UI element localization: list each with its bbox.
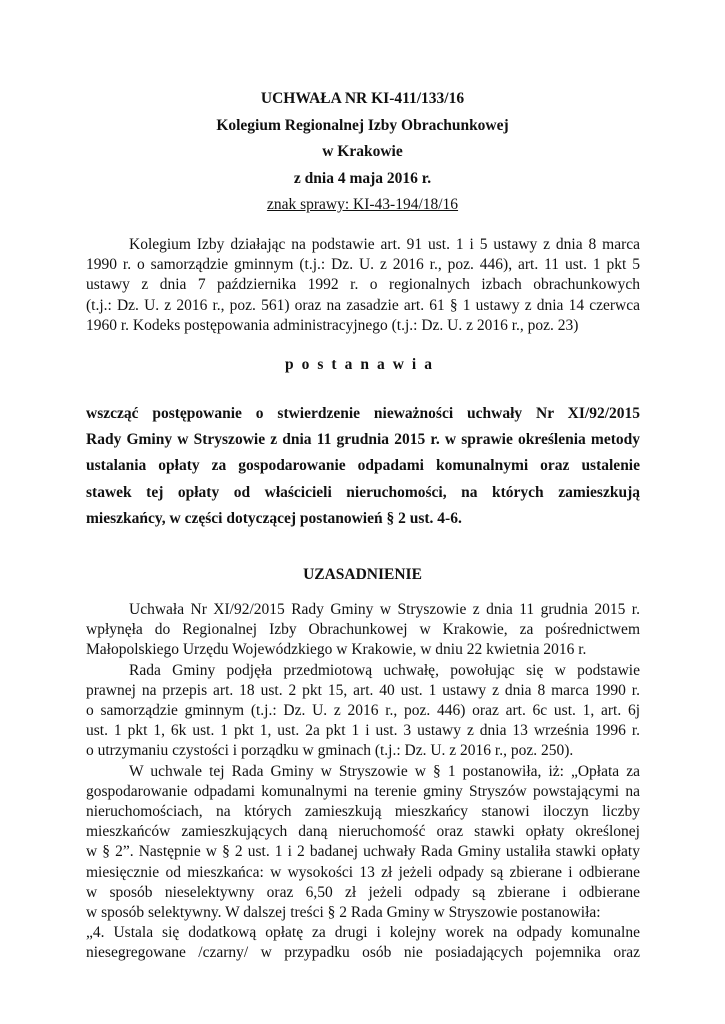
text-line: Małopolskiego Urzędu Wojewódzkiego w Krakowie, w dniu 22 kwietnia 2016 r.	[86, 641, 587, 659]
text-line: o utrzymaniu czystości i porządku w gminach (t.j.: Dz. U. z 2016 r., poz. 250).	[86, 742, 574, 760]
justification-paragraph-1	[86, 600, 640, 661]
text-line: W uchwale tej Rada Gminy w Stryszowie w § 1 postanowiła, iż: „Opłata za	[129, 762, 640, 780]
decision-line: mieszkańcy, w części dotyczącej postanowień § 2 ust. 4-6.	[86, 509, 462, 527]
text-line: mieszkańców zamieszkujących daną nieruchomość oraz stawki opłaty określonej	[86, 823, 640, 841]
text-line: wpłynęła do Regionalnej Izby Obrachunkowej w Krakowie, za pośrednictwem	[86, 621, 640, 639]
text-line: prawnej na przepis art. 18 ust. 2 pkt 15, art. 40 ust. 1 ustawy z dnia 8 marca 1990 r.	[86, 681, 640, 699]
decision-line: Rady Gminy w Stryszowie z dnia 11 grudnia 2015 r. w sprawie określenia metody	[86, 431, 640, 449]
text-line: Uchwała Nr XI/92/2015 Rady Gminy w Stryszowie z dnia 11 grudnia 2015 r.	[129, 601, 640, 618]
case-reference: znak sprawy: KI-43-194/18/16	[266, 196, 459, 213]
institution-name: Kolegium Regionalnej Izby Obrachunkowej	[216, 116, 509, 134]
text-line: gospodarowanie odpadami komunalnymi na terenie gminy Stryszów powstającymi na	[86, 782, 640, 800]
text-line: 1990 r. o samorządzie gminnym (t.j.: Dz. U. z 2016 r., poz. 446), art. 11 ust. 1 pkt 5	[86, 256, 640, 274]
resolution-title: UCHWAŁA NR KI-411/133/16	[260, 90, 465, 107]
resolution-date: z dnia 4 maja 2016 r.	[293, 169, 432, 187]
institution-city: w Krakowie	[322, 143, 403, 160]
text-line: niesegregowane /czarny/ w przypadku osób nie posiadających pojemnika oraz	[86, 944, 640, 962]
text-line: miesięcznie od mieszkańca: w wysokości 13 zł jeżeli odpady są zbierane i odbierane	[86, 863, 640, 881]
text-line: ustawy z dnia 7 października 1992 r. o regionalnych izbach obrachunkowych	[86, 276, 640, 294]
decision-line: wszcząć postępowanie o stwierdzenie nieważności uchwały Nr XI/92/2015	[86, 405, 640, 422]
text-line: nieruchomościach, na których zamieszkują mieszkańcy stanowi iloczyn liczby	[86, 803, 640, 820]
resolution-header	[0, 86, 725, 219]
text-line: w sposób nieselektywny oraz 6,50 zł jeżeli odpady są zbierane i odbierane	[86, 883, 640, 901]
justification-paragraph-3	[86, 762, 640, 964]
text-line: Rada Gminy podjęła przedmiotową uchwałę, powołując się w podstawie	[129, 661, 640, 679]
decision-text	[86, 401, 640, 532]
decision-word: postanawia	[285, 356, 440, 373]
text-line: 1960 r. Kodeks postępowania administracyjnego (t.j.: Dz. U. z 2016 r., poz. 23)	[86, 316, 579, 334]
text-line: w § 2”. Następnie w § 2 ust. 1 i 2 badanej uchwały Rada Gminy ustaliła stawki opłaty	[86, 843, 640, 861]
text-line: ust. 1 pkt 1, 6k ust. 1 pkt 1, ust. 2a pkt 1 i ust. 3 ustawy z dnia 13 września 1996 r.	[86, 722, 640, 740]
text-line: (t.j.: Dz. U. z 2016 r., poz. 561) oraz na zasadzie art. 61 § 1 ustawy z dnia 14 czerwca	[86, 296, 640, 314]
justification-heading: UZASADNIENIE	[303, 566, 422, 583]
decision-line: ustalania opłaty za gospodarowanie odpadami komunalnymi oraz ustalenie	[86, 457, 640, 475]
text-line: w sposób selektywny. W dalszej treści § 2 Rada Gminy w Stryszowie postanowiła:	[86, 904, 601, 922]
text-line: Kolegium Izby działając na podstawie art. 91 ust. 1 i 5 ustawy z dnia 8 marca	[129, 236, 640, 253]
text-line: „4. Ustala się dodatkową opłatę za drugi i kolejny worek na odpady komunalne	[86, 924, 640, 942]
intro-paragraph	[86, 235, 640, 336]
decision-line: stawek tej opłaty od właścicieli nieruchomości, na których zamieszkują	[86, 483, 640, 501]
text-line: o samorządzie gminnym (t.j.: Dz. U. z 2016 r., poz. 446) oraz art. 6c ust. 1, art. 6j	[86, 702, 640, 719]
justification-paragraph-2	[86, 661, 640, 762]
